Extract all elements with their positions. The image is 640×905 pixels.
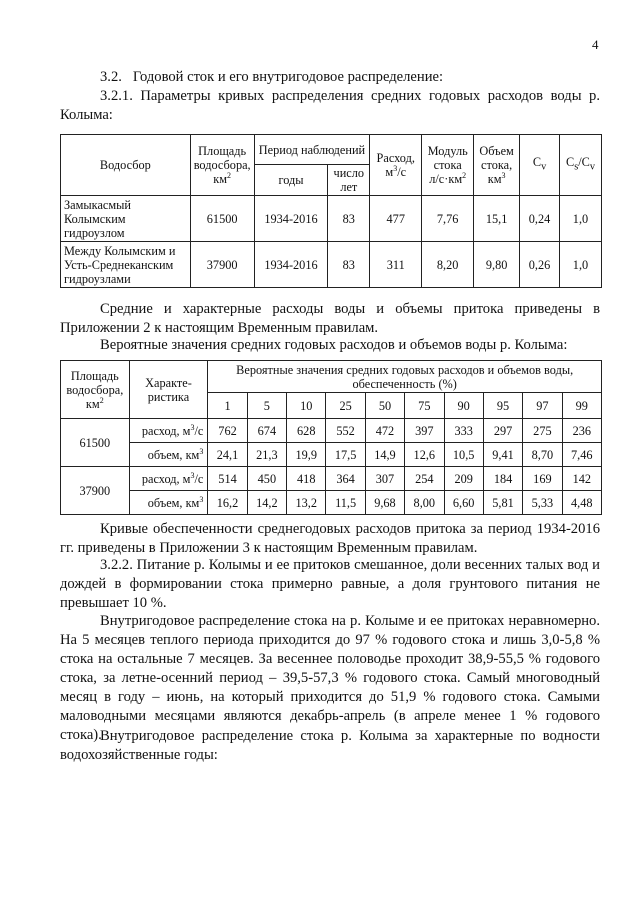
paragraph-3-2-2: 3.2.2. Питание р. Колымы и ее притоков смешанное, доли весенних талых вод и дождей в формировании стока примерно равные, а доля грунтового питания не превышает 10 %. bbox=[60, 557, 600, 611]
flow-value: 275 bbox=[523, 419, 562, 443]
volume-value: 11,5 bbox=[326, 491, 365, 515]
flow-value: 450 bbox=[247, 467, 286, 491]
header-basin: Водосбор bbox=[61, 135, 191, 196]
table-row bbox=[61, 467, 602, 491]
years-value: 1934-2016 bbox=[254, 242, 328, 288]
flow-parameters-table bbox=[60, 134, 602, 288]
years-value: 1934-2016 bbox=[254, 196, 328, 242]
volume-value: 17,5 bbox=[326, 443, 365, 467]
header-period: Период наблюдений bbox=[254, 135, 370, 165]
percent-header: 50 bbox=[365, 393, 404, 419]
flow-label: расход, $м^3/с$ bbox=[129, 467, 208, 491]
paragraph-intra-annual: Внутригодовое распределение стока на р. Колыме и ее притоках неравномерно. На 5 месяцев теплого периода приходится до 97 % годового стока и лишь 3,0-5,8 % стока на остальные 7 месяцев. За весеннее половодье проходит 38,9-55,5 % годового стока, за летне-осенний период – 39,5-57,3 % годового стока. Самый многоводный месяц в году – июнь, на который приходится до 51,9 % годового стока. Самыми маловодными месяцами являются декабрь-апрель (в апреле менее 1 % годового стока). bbox=[60, 613, 600, 743]
ratio-value: 1,0 bbox=[559, 196, 601, 242]
volume-value: 6,60 bbox=[444, 491, 483, 515]
volume-value: 19,9 bbox=[287, 443, 326, 467]
percent-header: 1 bbox=[208, 393, 247, 419]
header-flow: Расход, $м^3/с$ bbox=[370, 135, 422, 196]
flow-label: расход, $м^3/с$ bbox=[129, 419, 208, 443]
flow-value: 762 bbox=[208, 419, 247, 443]
paragraph-curves: Кривые обеспеченности среднегодовых расходов притока за период 1934-2016 гг. приведены в Приложении 3 к настоящим Временным правилам. bbox=[60, 521, 600, 556]
percent-header: 25 bbox=[326, 393, 365, 419]
flow-value: 236 bbox=[562, 419, 601, 443]
flow-value: 552 bbox=[326, 419, 365, 443]
flow-value: 184 bbox=[483, 467, 522, 491]
cv-value: 0,24 bbox=[520, 196, 560, 242]
volume-value: 16,2 bbox=[208, 491, 247, 515]
table-row bbox=[61, 491, 602, 515]
header-area: Площадь водосбора, $км^2$ bbox=[61, 361, 130, 419]
percent-header: 10 bbox=[287, 393, 326, 419]
percent-header: 90 bbox=[444, 393, 483, 419]
volume-value: 14,9 bbox=[365, 443, 404, 467]
flow-value: 142 bbox=[562, 467, 601, 491]
flow-value: 674 bbox=[247, 419, 286, 443]
volume-label: объем, $км^3$ bbox=[129, 443, 208, 467]
modulus-value: 7,76 bbox=[422, 196, 474, 242]
flow-value: 254 bbox=[405, 467, 444, 491]
modulus-value: 8,20 bbox=[422, 242, 474, 288]
section-3-2-title: 3.2. Годовой сток и его внутригодовое распределение: bbox=[100, 69, 444, 85]
area-value: 61500 bbox=[61, 419, 130, 467]
cv-value: 0,26 bbox=[520, 242, 560, 288]
flow-value: 477 bbox=[370, 196, 422, 242]
percent-header: 97 bbox=[523, 393, 562, 419]
paragraph-distribution-intro: Внутригодовое распределение стока р. Колыма за характерные по водности водохозяйственные годы: bbox=[60, 728, 600, 763]
count-value: 83 bbox=[328, 242, 370, 288]
volume-value: 14,2 bbox=[247, 491, 286, 515]
header-cv: $C_v$ bbox=[520, 135, 560, 196]
header-years: годы bbox=[254, 165, 328, 196]
volume-value: 7,46 bbox=[562, 443, 601, 467]
paragraph-averages: Средние и характерные расходы воды и объемы притока приведены в Приложении 2 к настоящим Временным правилам. bbox=[60, 301, 600, 336]
volume-value: 8,00 bbox=[405, 491, 444, 515]
flow-value: 628 bbox=[287, 419, 326, 443]
paragraph-probable-values: Вероятные значения средних годовых расходов и объемов воды р. Колыма: bbox=[100, 337, 568, 353]
flow-value: 169 bbox=[523, 467, 562, 491]
volume-value: 21,3 bbox=[247, 443, 286, 467]
flow-value: 472 bbox=[365, 419, 404, 443]
probability-table bbox=[60, 360, 602, 515]
flow-value: 397 bbox=[405, 419, 444, 443]
flow-value: 297 bbox=[483, 419, 522, 443]
volume-value: 5,33 bbox=[523, 491, 562, 515]
percent-header: 75 bbox=[405, 393, 444, 419]
flow-value: 307 bbox=[365, 467, 404, 491]
basin-name: Между Колымским и Усть-Среднеканским гидроузлами bbox=[61, 242, 191, 288]
header-modulus: Модуль стока $л/с\cdot км^2$ bbox=[422, 135, 474, 196]
header-volume: Объем стока, $км^3$ bbox=[474, 135, 520, 196]
section-3-2-1-title: 3.2.1. Параметры кривых распределения средних годовых расходов воды р. Колыма: bbox=[60, 88, 600, 123]
count-value: 83 bbox=[328, 196, 370, 242]
ratio-value: 1,0 bbox=[559, 242, 601, 288]
flow-value: 364 bbox=[326, 467, 365, 491]
basin-name: Замыкасмый Колымским гидроузлом bbox=[61, 196, 191, 242]
flow-value: 311 bbox=[370, 242, 422, 288]
percent-header: 95 bbox=[483, 393, 522, 419]
percent-header: 99 bbox=[562, 393, 601, 419]
percent-header: 5 bbox=[247, 393, 286, 419]
volume-value: 9,68 bbox=[365, 491, 404, 515]
flow-value: 333 bbox=[444, 419, 483, 443]
header-area: Площадь водосбора, $км^2$ bbox=[190, 135, 254, 196]
header-cs-cv: $C_s/C_v$ bbox=[559, 135, 601, 196]
volume-value: 10,5 bbox=[444, 443, 483, 467]
flow-value: 418 bbox=[287, 467, 326, 491]
area-value: 37900 bbox=[190, 242, 254, 288]
volume-value: 9,41 bbox=[483, 443, 522, 467]
flow-value: 209 bbox=[444, 467, 483, 491]
volume-value: 4,48 bbox=[562, 491, 601, 515]
table-row bbox=[61, 196, 602, 242]
header-characteristic: Характе-ристика bbox=[129, 361, 208, 419]
table-row bbox=[61, 242, 602, 288]
volume-value: 5,81 bbox=[483, 491, 522, 515]
header-count: число лет bbox=[328, 165, 370, 196]
volume-value: 12,6 bbox=[405, 443, 444, 467]
table-row bbox=[61, 419, 602, 443]
volume-value: 15,1 bbox=[474, 196, 520, 242]
area-value: 37900 bbox=[61, 467, 130, 515]
table-row bbox=[61, 443, 602, 467]
volume-label: объем, $км^3$ bbox=[129, 491, 208, 515]
flow-value: 514 bbox=[208, 467, 247, 491]
volume-value: 13,2 bbox=[287, 491, 326, 515]
volume-value: 8,70 bbox=[523, 443, 562, 467]
volume-value: 24,1 bbox=[208, 443, 247, 467]
area-value: 61500 bbox=[190, 196, 254, 242]
header-probable-values: Вероятные значения средних годовых расходов и объемов воды, обеспеченность (%) bbox=[208, 361, 602, 393]
volume-value: 9,80 bbox=[474, 242, 520, 288]
page-number: 4 bbox=[592, 37, 599, 52]
